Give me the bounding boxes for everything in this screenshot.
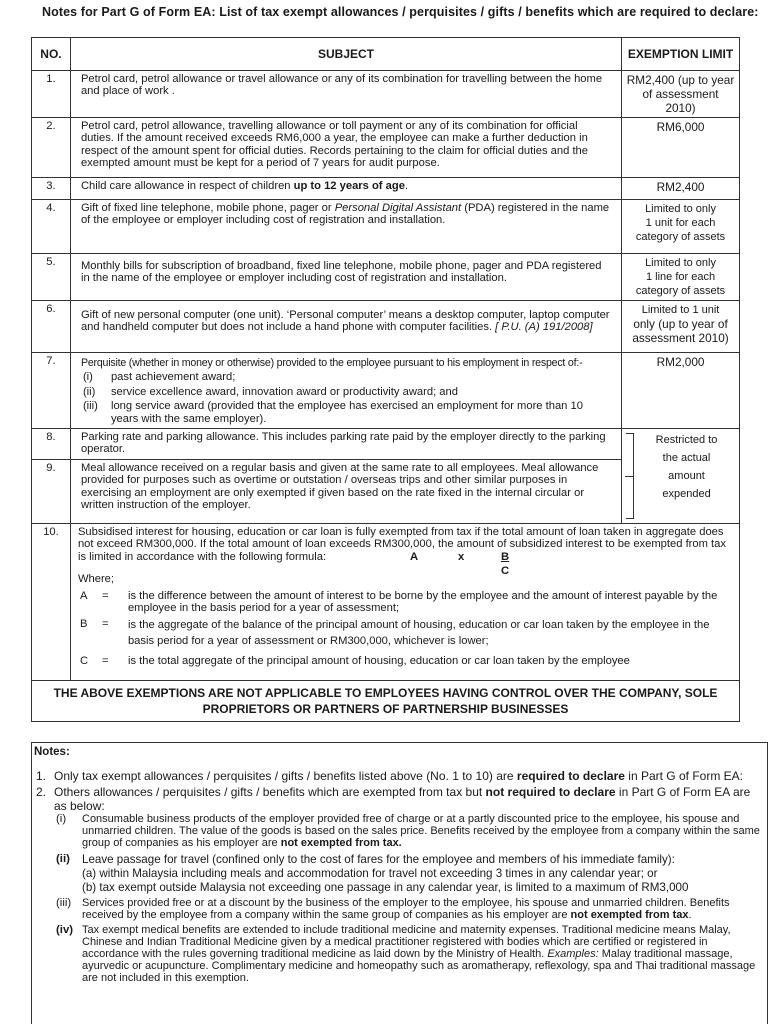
list-item-key: (iii) [82, 400, 98, 413]
row-limit: RM2,400 (up to year of assessment 2010) [622, 71, 740, 118]
table-row [32, 71, 740, 118]
subitem-text-part: Malay traditional massage, ayurvedic or acupuncture. Complimentary medicine and homeopathy such as aromatherapy, reflexology, spa and Thai traditional massage are not included in this exemption. [82, 947, 756, 984]
note-text-part: Others allowances / perquisites / gifts / benefits which are exempted from tax but [54, 784, 486, 799]
subitem-text-part: Consumable business products of the employer provided free of charge or at a partly discounted price to the employee, his spouse and unmarried children. The value of the goods is based on the sales price. Benefits received by the employee from a company within the same group of companies as his employer are [82, 812, 760, 849]
def-eq: = [101, 655, 109, 668]
note-text-part: Only tax exempt allowances / perquisites / gifts / benefits listed above (No. 1 to 10) are [54, 768, 517, 783]
list-item-text: past achievement award; [110, 371, 236, 384]
row-number: 4. [32, 200, 71, 254]
row-number: 6. [32, 301, 71, 353]
subject-text: (PDA) registered in the name of the employee or employer including cost of registration and installation. [80, 202, 610, 227]
table-row [32, 254, 740, 301]
note-number: 2. [36, 784, 47, 799]
subitem-text-part: Leave passage for travel (confined only to the cost of fares for the employee and members of his immediate family): [82, 852, 675, 866]
def-eq: = [101, 589, 109, 602]
subitem-text-part: Tax exempt medical benefits are extended to include traditional medicine and maternity expenses. Traditional medicine means Malay, Chinese and Indian Traditional Medicine given by a medical practitioner registered with bodies which are certified or registered in accordance with the rules governing traditional medicine as laid down by the Ministry of Health. [82, 923, 731, 960]
limit-line: the actual [662, 452, 711, 465]
header-limit: EXEMPTION LIMIT [622, 38, 740, 71]
def-eq: = [101, 618, 109, 631]
subitem-key: (iii) [56, 896, 72, 909]
definition-row [80, 618, 729, 653]
page-title: Notes for Part G of Form EA: List of tax exempt allowances / perquisites / gifts / benefits which are required to declare: [42, 5, 759, 19]
subitem-text [82, 813, 763, 849]
subject-text: Child care allowance in respect of children [80, 180, 294, 192]
subject-text: Gift of new personal computer (one unit). ‘Personal computer’ means a desktop computer, laptop computer and handheld computer but does not include a hand phone with computer facilities. [80, 309, 610, 334]
formula-c: C [500, 565, 510, 578]
def-key: A [79, 589, 88, 602]
note-text [54, 769, 743, 783]
subitem-text-part: Services provided free or at a discount by the business of the employer to the employee, his spouse and unmarried children. Benefits received by the employee from a company within the same group of companies as his employer are [82, 896, 730, 921]
subitem-text-part: . [688, 908, 692, 921]
def-text: is the difference between the amount of interest to be borne by the employee and the amount of interest payable by the employee in the basis period for a year of assessment; [127, 589, 718, 615]
exemption-table [31, 37, 740, 722]
def-key: C [79, 655, 89, 668]
row-limit [622, 301, 740, 353]
limit-line: only (up to year of assessment 2010) [632, 317, 729, 345]
def-text: is the aggregate of the balance of the principal amount of housing, education or car loan taken by the employee in the basis period for a year of assessment or RM300,000, whichever is lower; [127, 619, 710, 647]
subject-text: Gift of fixed line telephone, mobile phone, pager or [80, 202, 335, 214]
header-no: NO. [32, 38, 71, 71]
table-header-row [32, 38, 740, 71]
formula-a: A [409, 551, 419, 564]
list-item [83, 371, 611, 383]
subitem-key: (ii) [56, 852, 70, 865]
table-row [32, 301, 740, 353]
limit-line: Limited to 1 unit [641, 304, 720, 316]
notes-box [31, 742, 768, 1024]
list-item-text: service excellence award, innovation award or productivity award; and [110, 385, 458, 398]
definition-row [80, 590, 729, 617]
row-number: 10. [32, 524, 71, 681]
formula-b: B [500, 551, 510, 564]
formula-definitions [78, 588, 731, 670]
row-subject [70, 200, 621, 254]
subject-italic: Personal Digital Assistant [334, 202, 462, 214]
table-row [32, 178, 740, 200]
row-limit [622, 254, 740, 301]
row-limit-shared [622, 429, 740, 524]
subitem-key: (i) [56, 812, 67, 825]
limit-line: 1 unit for each category of assets [635, 217, 726, 243]
row-number: 8. [32, 429, 71, 460]
note-subitem [56, 853, 763, 895]
row-number: 1. [32, 71, 71, 118]
row-number: 3. [32, 178, 71, 200]
row-subject: Petrol card, petrol allowance, travelling allowance or toll payment or any of its combination for official duties. If the amount received exceeds RM6,000 a year, the employee can make a further deduction in respect of the amount spent for official duties. Records pertaining to the claim for official duties and the exempted amount must be kept for a period of 7 years for audit purpose. [70, 118, 621, 178]
subitem-text-italic: Examples: [547, 947, 599, 960]
notes-heading: Notes: [34, 746, 70, 758]
note-text [54, 785, 763, 813]
row-limit [622, 200, 740, 254]
note-subitem [56, 897, 763, 921]
limit-line: 1 line for each category of assets [635, 271, 726, 297]
limit-line: Limited to only [645, 203, 716, 215]
note-item [36, 785, 763, 813]
note-number: 1. [36, 768, 47, 783]
note-sublist [56, 813, 763, 984]
note-text-bold: not required to declare [485, 784, 616, 799]
subitem-text [82, 853, 763, 895]
row-subject [70, 524, 739, 681]
table-row [32, 353, 740, 429]
subitem-text-bold: not exempted from tax. [280, 836, 402, 849]
note-text-bold: required to declare [516, 768, 625, 783]
row-limit: RM2,000 [622, 353, 740, 429]
def-text: is the total aggregate of the principal amount of housing, education or car loan taken by the employee [127, 655, 630, 668]
list-item-text: long service award (provided that the employee has exercised an employment for more than 10 years with the same employer). [110, 400, 583, 425]
limit-line: expended [662, 488, 711, 501]
limit-line: Restricted to [655, 434, 718, 447]
table-row [32, 200, 740, 254]
row-subject [70, 178, 621, 200]
row-number: 9. [32, 460, 71, 524]
subitem-text [82, 897, 763, 921]
table-row [32, 429, 740, 460]
row-limit: RM6,000 [622, 118, 740, 178]
table-footer-row [32, 681, 740, 722]
subitem-option: (b) tax exempt outside Malaysia not exceeding one passage in any calendar year, is limited to a maximum of RM3,000 [82, 880, 689, 894]
subject-bold: up to 12 years of age [293, 180, 405, 192]
subitem-text-bold: not exempted from tax [570, 908, 689, 921]
row-subject: Petrol card, petrol allowance or travel allowance or any of its combination for travelling between the home and place of work . [70, 71, 621, 118]
limit-line: Limited to only [645, 257, 716, 269]
limit-line: amount [668, 470, 705, 483]
definition-row [80, 655, 729, 667]
def-key: B [79, 618, 88, 631]
header-subject: SUBJECT [70, 38, 621, 71]
list-item-key: (i) [82, 371, 93, 384]
note-subitem [56, 813, 763, 849]
table-row [32, 524, 740, 681]
formula-x: x [457, 551, 465, 564]
subitem-text [82, 924, 763, 984]
row-subject [70, 353, 621, 429]
note-item [36, 769, 763, 783]
subitem-key: (iv) [56, 923, 74, 936]
subitem-option: (a) within Malaysia including meals and accommodation for travel not exceeding 3 times in any calendar year; or [82, 866, 658, 880]
row-number: 7. [32, 353, 71, 429]
note-subitem [56, 924, 763, 984]
row-subject: Monthly bills for subscription of broadband, fixed line telephone, mobile phone, pager and PDA registered in the name of the employee or employer including cost of registration and installation. [70, 254, 621, 301]
row-number: 5. [32, 254, 71, 301]
subject-italic: [ P.U. (A) 191/2008] [495, 321, 593, 334]
row-subject: Parking rate and parking allowance. This includes parking rate paid by the employer directly to the parking operator. [70, 429, 621, 460]
note-text-part: in Part G of Form EA are as below: [54, 784, 751, 813]
subject-text: Subsidised interest for housing, education or car loan is fully exempted from tax if the total amount of loan taken in aggregate does not exceed RM300,000. If the total amount of loan exceeds RM300,000, the amount of subsidized interest to be exempted from tax is limited in accordance with the following formula: [77, 526, 726, 563]
bracket-tick [625, 476, 633, 477]
row-number: 2. [32, 118, 71, 178]
list-item [83, 400, 611, 425]
subject-text: . [404, 180, 409, 192]
award-list [81, 369, 613, 427]
list-item [83, 386, 611, 398]
subject-text: Perquisite (whether in money or otherwise) provided to the employee pursuant to his employment in respect of:- [80, 357, 583, 369]
row-subject: Meal allowance received on a regular basis and given at the same rate to all employees. Meal allowance provided for purposes such as overtime or outstation / overseas trips and other similar purposes in exercising an employment are only exempted if given based on the rate fixed in the internal circular or written instruction of the employer. [70, 460, 621, 524]
exemption-footer: THE ABOVE EXEMPTIONS ARE NOT APPLICABLE TO EMPLOYEES HAVING CONTROL OVER THE COMPANY, SOLE PROPRIETORS OR PARTNERS OF PARTNERSHIP BUSINESSES [32, 681, 740, 722]
where-label: Where; [77, 573, 115, 586]
table-row [32, 118, 740, 178]
note-text-part: in Part G of Form EA: [624, 768, 743, 783]
row-limit: RM2,400 [622, 178, 740, 200]
list-item-key: (ii) [82, 385, 96, 398]
row-subject [70, 301, 621, 353]
